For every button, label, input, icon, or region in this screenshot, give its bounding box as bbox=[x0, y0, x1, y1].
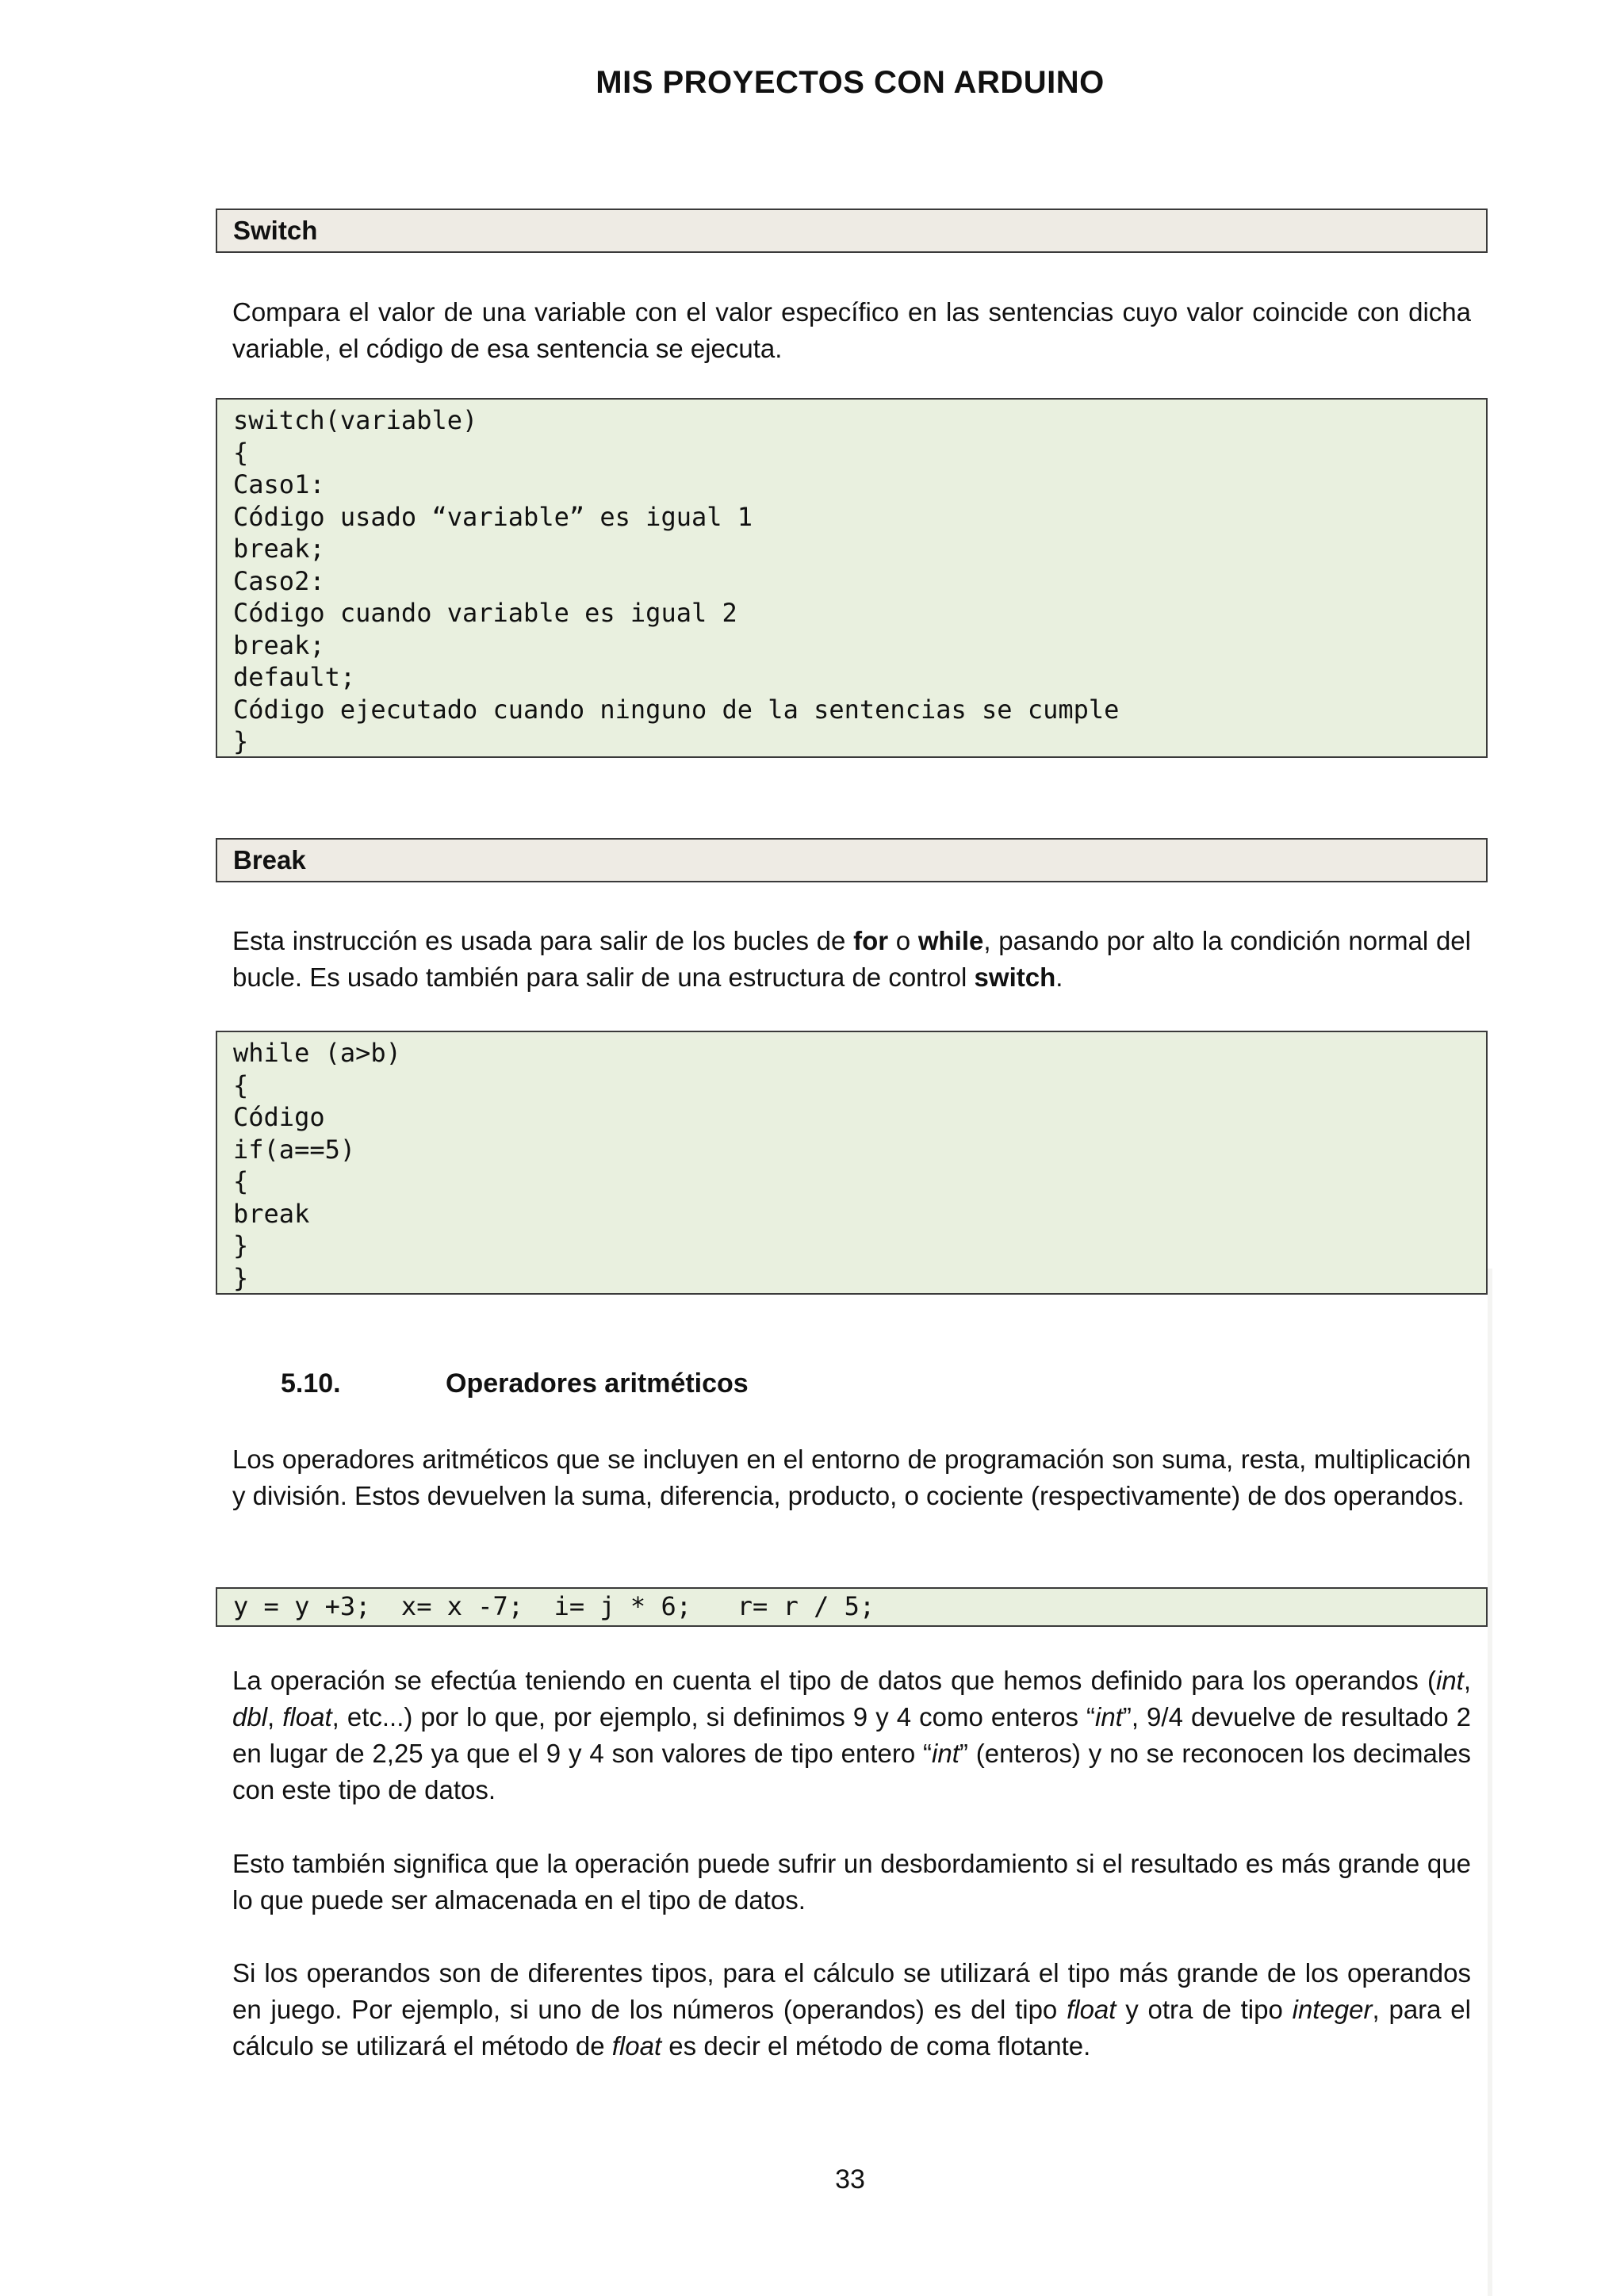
break-description bbox=[232, 923, 1471, 996]
text-run: , bbox=[1463, 1666, 1471, 1695]
keyword-while: while bbox=[917, 926, 984, 955]
code-line: break; bbox=[233, 629, 325, 660]
code-line: break bbox=[233, 1198, 310, 1229]
section-number: 5.10. bbox=[281, 1368, 341, 1399]
italic-term: int bbox=[1094, 1702, 1123, 1732]
break-section-header bbox=[216, 838, 1488, 882]
text-run: es decir el método de coma flotante. bbox=[661, 2031, 1091, 2061]
code-line: Caso1: bbox=[233, 469, 325, 499]
text-run: La operación se efectúa teniendo en cuenta el tipo de datos que hemos definido para los operandos ( bbox=[232, 1666, 1436, 1695]
code-line: Código usado “variable” es igual 1 bbox=[233, 501, 753, 532]
switch-description: Compara el valor de una variable con el valor específico en las sentencias cuyo valor coincide con dicha variable, el código de esa sentencia se ejecuta. bbox=[232, 297, 1471, 363]
text-run: o bbox=[888, 926, 918, 955]
text-run: . bbox=[1055, 962, 1063, 992]
italic-term: dbl bbox=[232, 1702, 268, 1732]
code-line: while (a>b) bbox=[233, 1038, 401, 1068]
section-heading bbox=[281, 1368, 749, 1399]
italic-term: float bbox=[611, 2031, 662, 2061]
code-line: y = y +3; x= x -7; i= j * 6; r= r / 5; bbox=[233, 1591, 875, 1621]
text-run: , pasando por alto la condición normal del bucle. Es usado también para salir de una estructura de control bbox=[232, 926, 1471, 992]
code-line: { bbox=[233, 1070, 249, 1100]
break-section-title: Break bbox=[233, 845, 306, 874]
italic-term: int bbox=[932, 1739, 959, 1768]
text-run: , etc...) por lo que, por ejemplo, si definimos 9 y 4 como enteros “ bbox=[331, 1702, 1095, 1732]
switch-code-block bbox=[216, 398, 1488, 758]
text-run: ”, 9/4 devuelve de resultado 2 en lugar de 2,25 ya que el 9 y 4 son valores de tipo entero “ bbox=[232, 1702, 1471, 1768]
overflow-paragraph: Esto también significa que la operación puede sufrir un desbordamiento si el resultado es más grande que lo que puede ser almacenada en el tipo de datos. bbox=[232, 1849, 1471, 1915]
italic-term: int bbox=[1435, 1666, 1464, 1695]
break-code-block bbox=[216, 1031, 1488, 1295]
code-line: Código bbox=[233, 1102, 325, 1132]
code-line: { bbox=[233, 1166, 249, 1196]
page-title: MIS PROYECTOS CON ARDUINO bbox=[596, 65, 1105, 100]
mixed-types-paragraph bbox=[232, 1955, 1471, 2064]
code-line: if(a==5) bbox=[233, 1134, 356, 1165]
italic-term: float bbox=[1067, 1995, 1116, 2024]
keyword-switch: switch bbox=[974, 962, 1056, 992]
text-run: ” (enteros) y no se reconocen los decimales con este tipo de datos. bbox=[232, 1739, 1472, 1804]
text-run: y otra de tipo bbox=[1116, 1995, 1293, 2024]
italic-term: integer bbox=[1292, 1995, 1373, 2024]
code-line: } bbox=[233, 1262, 249, 1293]
keyword-for: for bbox=[853, 926, 889, 955]
page-edge-shade bbox=[1488, 1269, 1492, 2296]
code-line: } bbox=[233, 1230, 249, 1261]
code-line: Código cuando variable es igual 2 bbox=[233, 598, 737, 628]
italic-term: float bbox=[282, 1702, 332, 1732]
section-title: Operadores aritméticos bbox=[446, 1368, 749, 1399]
text-run: Si los operandos son de diferentes tipos, para el cálculo se utilizará el tipo más grande de los operandos en juego. Por ejemplo, si uno de los números (operandos) es del tipo bbox=[232, 1958, 1471, 2024]
switch-section-title: Switch bbox=[233, 216, 318, 245]
text-run: , bbox=[267, 1702, 283, 1732]
code-line: break; bbox=[233, 534, 325, 564]
arithmetic-intro: Los operadores aritméticos que se incluyen en el entorno de programación son suma, resta, multiplicación y división. Estos devuelven la suma, diferencia, producto, o cociente (respectivamente) de dos operandos. bbox=[232, 1445, 1471, 1510]
text-run: Esta instrucción es usada para salir de los bucles de bbox=[232, 926, 854, 955]
page-number: 33 bbox=[835, 2164, 865, 2195]
operand-types-paragraph bbox=[232, 1663, 1471, 1808]
code-line: } bbox=[233, 726, 249, 756]
code-line: Caso2: bbox=[233, 565, 325, 596]
code-line: { bbox=[233, 437, 249, 468]
arithmetic-code-block bbox=[216, 1587, 1488, 1627]
code-line: Código ejecutado cuando ninguno de la sentencias se cumple bbox=[233, 694, 1120, 725]
switch-section-header bbox=[216, 209, 1488, 253]
text-run: , para el cálculo se utilizará el método de bbox=[232, 1995, 1471, 2061]
code-line: default; bbox=[233, 662, 356, 692]
code-line: switch(variable) bbox=[233, 405, 478, 435]
